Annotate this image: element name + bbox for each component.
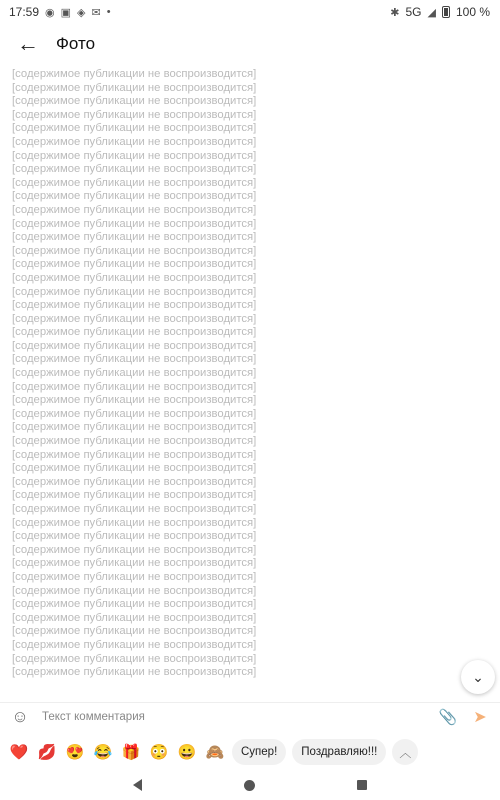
emoji-heart[interactable]: ❤️ xyxy=(9,744,29,761)
post-line: [содержимое публикации не воспроизводится] xyxy=(12,570,257,583)
post-line: [содержимое публикации не воспроизводится] xyxy=(12,462,257,475)
post-line: [содержимое публикации не воспроизводится] xyxy=(12,258,257,271)
scroll-down-button[interactable] xyxy=(461,660,495,694)
post-line: [содержимое публикации не воспроизводится] xyxy=(12,435,257,448)
emoji-joy[interactable]: 😂 xyxy=(93,744,113,761)
post-line: [содержимое публикации не воспроизводится] xyxy=(12,666,257,679)
status-bar xyxy=(0,0,500,24)
nav-home-button[interactable] xyxy=(244,780,255,791)
post-line: [содержимое публикации не воспроизводится] xyxy=(12,81,257,94)
nav-back-button[interactable] xyxy=(133,779,142,791)
emoji-grin[interactable]: 😀 xyxy=(177,744,197,761)
network-label: 5G xyxy=(405,5,422,19)
bluetooth-icon: ✱ xyxy=(390,6,400,19)
post-line: [содержимое публикации не воспроизводится] xyxy=(12,489,257,502)
post-line: [содержимое публикации не воспроизводится] xyxy=(12,326,257,339)
post-line: [содержимое публикации не воспроизводится] xyxy=(12,380,257,393)
post-line: [содержимое публикации не воспроизводится] xyxy=(12,367,257,380)
post-line: [содержимое публикации не воспроизводится] xyxy=(12,543,257,556)
emoji-gift[interactable]: 🎁 xyxy=(121,744,141,761)
emoji-heart-eyes[interactable]: 😍 xyxy=(65,744,85,761)
post-line: [содержимое публикации не воспроизводится] xyxy=(12,625,257,638)
post-line: [содержимое публикации не воспроизводится] xyxy=(12,611,257,624)
post-line: [содержимое публикации не воспроизводится] xyxy=(12,503,257,515)
post-line: [содержимое публикации не воспроизводится] xyxy=(12,95,257,108)
send-icon[interactable]: ➤ xyxy=(473,708,487,726)
post-line: [содержимое публикации не воспроизводится] xyxy=(12,203,257,216)
post-line: [содержимое публикации не воспроизводится] xyxy=(12,190,257,203)
signal-icon: ◢ xyxy=(427,6,436,19)
more-reactions-button[interactable] xyxy=(392,739,418,765)
comment-input[interactable] xyxy=(42,711,438,723)
post-line: [содержимое публикации не воспроизводится] xyxy=(12,176,257,189)
emoji-kiss[interactable]: 💋 xyxy=(37,744,57,761)
post-line: [содержимое публикации не воспроизводится] xyxy=(12,244,257,257)
post-line: [содержимое публикации не воспроизводится] xyxy=(12,149,257,162)
post-line: [содержимое публикации не воспроизводится] xyxy=(12,652,257,665)
battery-icon xyxy=(442,6,450,18)
reaction-row xyxy=(0,738,500,766)
post-line: [содержимое публикации не воспроизводится] xyxy=(12,68,257,80)
post-line: [содержимое публикации не воспроизводится] xyxy=(12,122,257,135)
page-title: Фото xyxy=(56,34,96,53)
post-line: [содержимое публикации не воспроизводится] xyxy=(12,448,257,461)
post-line: [содержимое публикации не воспроизводится] xyxy=(12,108,257,121)
status-left xyxy=(9,5,111,19)
back-button[interactable] xyxy=(14,30,42,58)
mail-icon: ✉ xyxy=(91,6,101,19)
smiley-icon[interactable]: ☺ xyxy=(11,706,29,726)
chat-icon: ◈ xyxy=(77,6,86,19)
emoji-flushed[interactable]: 😳 xyxy=(149,744,169,761)
post-line: [содержимое публикации не воспроизводится] xyxy=(12,475,257,488)
post-text xyxy=(12,68,486,688)
post-line: [содержимое публикации не воспроизводится] xyxy=(12,163,257,176)
paperclip-icon[interactable]: 📎 xyxy=(438,708,458,726)
status-right xyxy=(390,5,490,19)
post-line: [содержимое публикации не воспроизводится] xyxy=(12,557,257,570)
nav-recents-button[interactable] xyxy=(357,780,367,790)
quick-reply-super[interactable]: Супер! xyxy=(232,739,286,765)
post-line: [содержимое публикации не воспроизводится] xyxy=(12,638,257,651)
post-line: [содержимое публикации не воспроизводится] xyxy=(12,516,257,529)
post-line: [содержимое публикации не воспроизводится] xyxy=(12,339,257,352)
post-line: [содержимое публикации не воспроизводится] xyxy=(12,598,257,611)
chevron-up-icon: ︿ xyxy=(399,745,412,760)
post-line: [содержимое публикации не воспроизводится] xyxy=(12,299,257,312)
dot-icon: • xyxy=(106,6,111,18)
post-line: [содержимое публикации не воспроизводится] xyxy=(12,135,257,148)
message-icon: ▣ xyxy=(60,6,72,19)
post-line: [содержимое публикации не воспроизводится] xyxy=(12,530,257,543)
app-notification-icon: ◉ xyxy=(45,6,55,19)
post-line: [содержимое публикации не воспроизводится] xyxy=(12,407,257,420)
comment-bar xyxy=(0,702,500,730)
post-line: [содержимое публикации не воспроизводится] xyxy=(12,584,257,597)
quick-reply-congrats[interactable]: Поздравляю!!! xyxy=(292,739,386,765)
post-line: [содержимое публикации не воспроизводится] xyxy=(12,394,257,407)
toolbar xyxy=(0,24,500,64)
chevron-down-icon: ⌄ xyxy=(472,668,484,685)
post-line: [содержимое публикации не воспроизводится] xyxy=(12,421,257,434)
battery-level: 100 % xyxy=(455,5,490,19)
status-time: 17:59 xyxy=(9,5,40,19)
post-line: [содержимое публикации не воспроизводится] xyxy=(12,285,257,298)
post-line: [содержимое публикации не воспроизводится] xyxy=(12,353,257,366)
navigation-bar xyxy=(0,770,500,800)
post-line: [содержимое публикации не воспроизводится] xyxy=(12,231,257,244)
post-line: [содержимое публикации не воспроизводится] xyxy=(12,217,257,230)
arrow-left-icon: ← xyxy=(17,31,39,56)
post-line: [содержимое публикации не воспроизводится] xyxy=(12,271,257,284)
emoji-monkey[interactable]: 🙈 xyxy=(205,744,225,761)
post-line: [содержимое публикации не воспроизводится] xyxy=(12,312,257,325)
